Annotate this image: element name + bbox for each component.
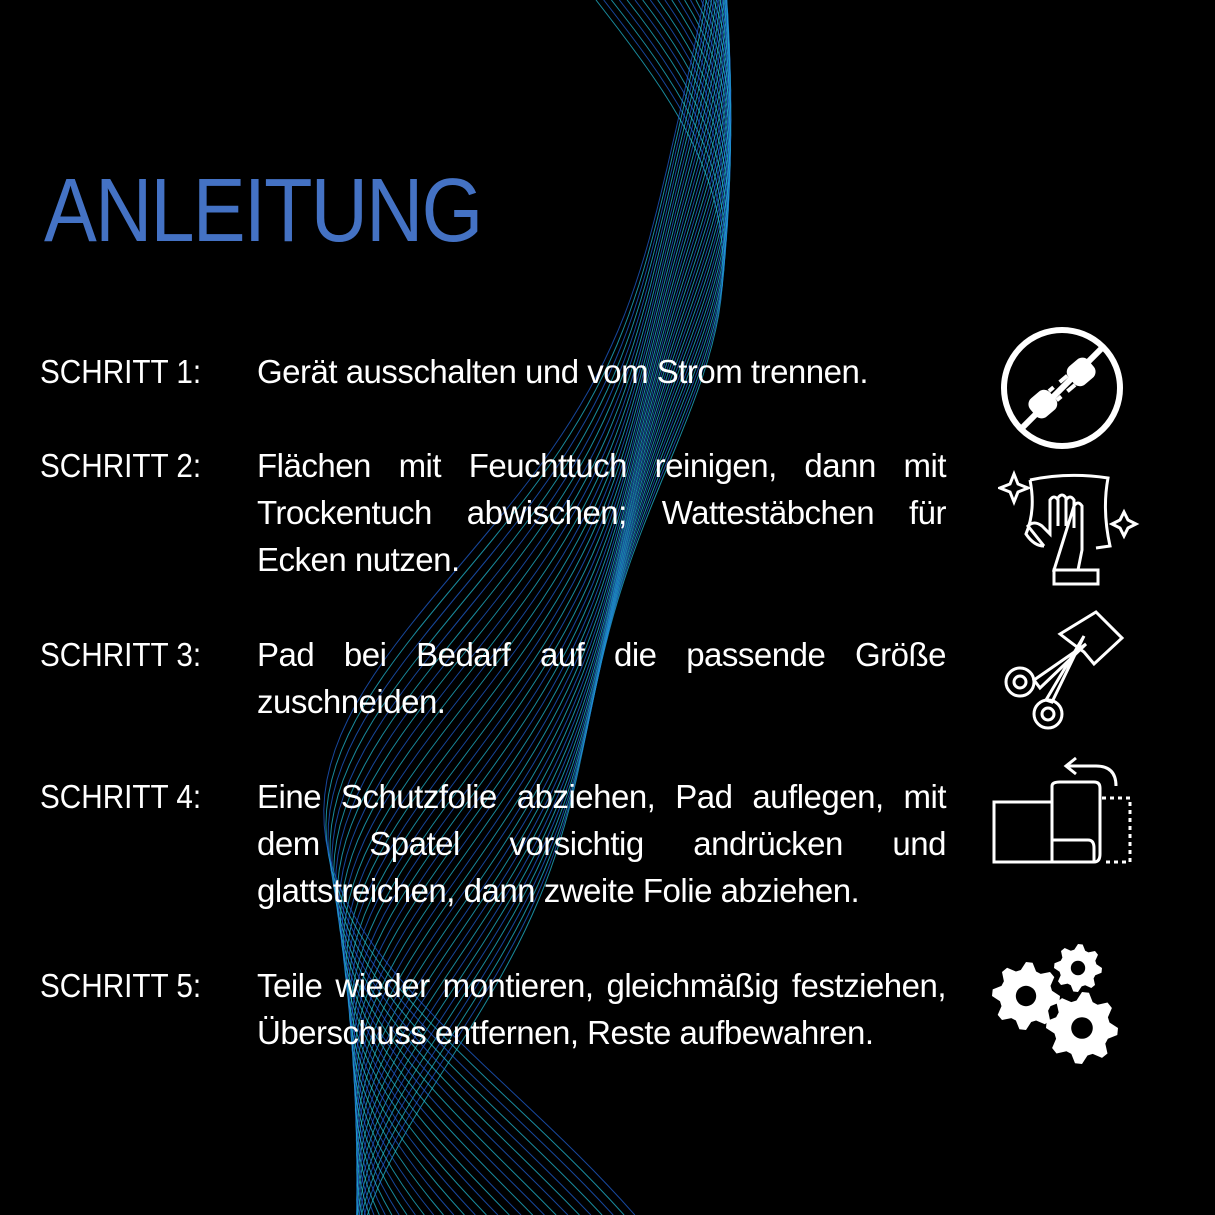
step-text: Gerät ausschalten und vom Strom trennen. [257, 353, 868, 390]
gear-hole [1016, 986, 1036, 1006]
page-title: ANLEITUNG [44, 161, 482, 261]
step-1 [40, 348, 946, 395]
gear-hole [1071, 961, 1085, 975]
step-text: Teile wieder montieren, gleichmäßig festziehen, Überschuss entfernen, Reste aufbewahren. [257, 967, 946, 1051]
step-3 [40, 631, 946, 725]
step-text: Pad bei Bedarf auf die passende Größe zuschneiden. [257, 636, 946, 720]
step-5 [40, 962, 946, 1056]
step-label: SCHRITT 5: [40, 967, 202, 1004]
wipe-hand-icon [998, 470, 1140, 590]
step-2 [40, 442, 946, 583]
gears-icon [990, 940, 1120, 1066]
step-label: SCHRITT 2: [40, 447, 202, 484]
step-4 [40, 773, 946, 914]
step-label: SCHRITT 3: [40, 636, 202, 673]
step-text: Flächen mit Feuchttuch reinigen, dann mit Trockentuch abwischen; Wattestäbchen für Ecken nutzen. [257, 447, 946, 578]
step-label: SCHRITT 4: [40, 778, 202, 815]
step-label: SCHRITT 1: [40, 353, 202, 390]
gear-hole [1071, 1017, 1093, 1039]
peel-film-icon [990, 756, 1134, 866]
step-text: Eine Schutzfolie abziehen, Pad auflegen, mit dem Spatel vorsichtig andrücken und glattstreichen, dann zweite Folie abziehen. [257, 778, 946, 909]
scissors-icon [1000, 608, 1126, 734]
unplug-icon [998, 324, 1126, 452]
